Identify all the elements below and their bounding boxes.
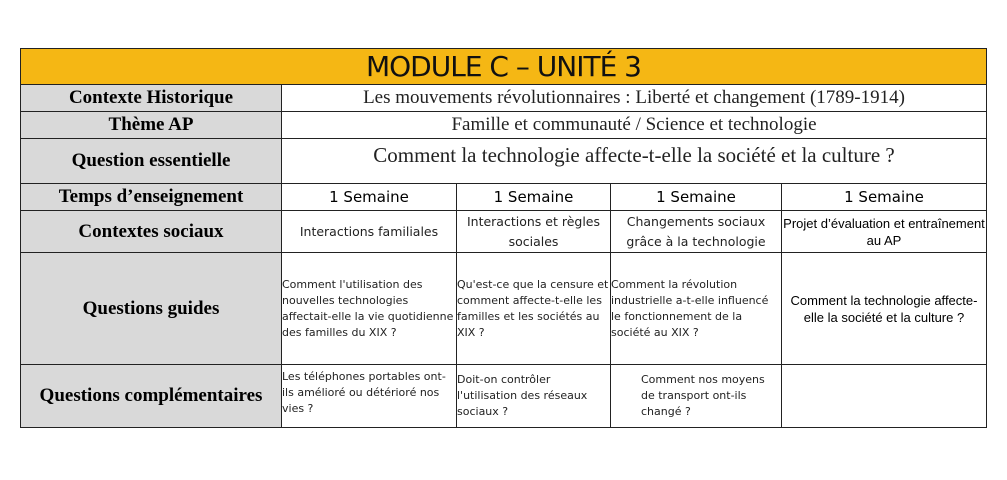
teaching-time-label: Temps d’enseignement	[21, 184, 282, 211]
historical-context-row	[21, 85, 987, 112]
essential-question-label: Question essentielle	[21, 139, 282, 184]
social-context-cell: Interactions et règles sociales	[457, 211, 611, 253]
week-cell: 1 Semaine	[611, 184, 782, 211]
complementary-questions-row	[21, 365, 987, 428]
week-cell: 1 Semaine	[782, 184, 987, 211]
guiding-question-cell: Comment la technologie affecte-elle la société et la culture ?	[782, 253, 987, 365]
historical-context-value: Les mouvements révolutionnaires : Liberté et changement (1789-1914)	[282, 85, 987, 112]
complementary-question-cell: Comment nos moyens de transport ont-ils changé ?	[611, 365, 782, 428]
essential-question-value: Comment la technologie affecte-t-elle la société et la culture ?	[282, 139, 987, 184]
guiding-question-cell: Comment l'utilisation des nouvelles technologies affectait-elle la vie quotidienne des familles du XIX ?	[282, 253, 457, 365]
title-row	[21, 49, 987, 85]
historical-context-label: Contexte Historique	[21, 85, 282, 112]
ap-theme-value: Famille et communauté / Science et technologie	[282, 112, 987, 139]
complementary-question-cell	[782, 365, 987, 428]
complementary-questions-label: Questions complémentaires	[21, 365, 282, 428]
ap-theme-row	[21, 112, 987, 139]
teaching-time-row	[21, 184, 987, 211]
curriculum-table	[20, 48, 987, 428]
week-cell: 1 Semaine	[457, 184, 611, 211]
guiding-questions-row	[21, 253, 987, 365]
complementary-question-cell: Les téléphones portables ont-ils amélioré ou détérioré nos vies ?	[282, 365, 457, 428]
module-title: MODULE C – UNITÉ 3	[21, 49, 987, 85]
social-context-cell: Changements sociaux grâce à la technologie	[611, 211, 782, 253]
social-context-cell: Interactions familiales	[282, 211, 457, 253]
social-contexts-row	[21, 211, 987, 253]
guiding-questions-label: Questions guides	[21, 253, 282, 365]
social-contexts-label: Contextes sociaux	[21, 211, 282, 253]
week-cell: 1 Semaine	[282, 184, 457, 211]
complementary-question-cell: Doit-on contrôler l'utilisation des réseaux sociaux ?	[457, 365, 611, 428]
guiding-question-cell: Qu'est-ce que la censure et comment affecte-t-elle les familles et les sociétés au XIX ?	[457, 253, 611, 365]
ap-theme-label: Thème AP	[21, 112, 282, 139]
essential-question-row	[21, 139, 987, 184]
social-context-cell: Projet d’évaluation et entraînement au AP	[782, 211, 987, 253]
guiding-question-cell: Comment la révolution industrielle a-t-elle influencé le fonctionnement de la société au XIX ?	[611, 253, 782, 365]
